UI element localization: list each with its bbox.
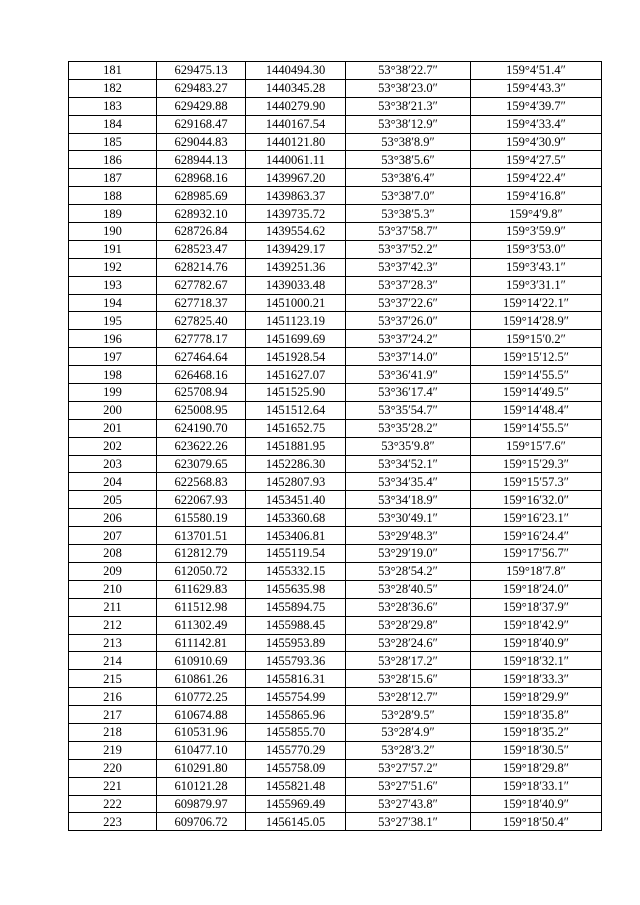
point-number-cell: 216: [69, 688, 157, 706]
table-row: [69, 258, 602, 276]
latitude-cell: 53°28′17.2″: [346, 652, 471, 670]
longitude-cell: 159°18′29.9″: [471, 688, 602, 706]
x-coordinate-cell: 628523.47: [157, 240, 246, 258]
latitude-cell: 53°38′8.9″: [346, 133, 471, 151]
latitude-cell: 53°37′58.7″: [346, 223, 471, 241]
x-coordinate-cell: 611512.98: [157, 598, 246, 616]
table-row: [69, 455, 602, 473]
latitude-cell: 53°38′6.4″: [346, 169, 471, 187]
latitude-cell: 53°27′38.1″: [346, 813, 471, 831]
point-number-cell: 196: [69, 330, 157, 348]
table-body: [69, 62, 602, 831]
longitude-cell: 159°14′22.1″: [471, 294, 602, 312]
point-number-cell: 212: [69, 616, 157, 634]
x-coordinate-cell: 622067.93: [157, 491, 246, 509]
y-coordinate-cell: 1451000.21: [246, 294, 346, 312]
table-row: [69, 276, 602, 294]
y-coordinate-cell: 1439429.17: [246, 240, 346, 258]
longitude-cell: 159°14′55.5″: [471, 366, 602, 384]
longitude-cell: 159°17′56.7″: [471, 545, 602, 563]
longitude-cell: 159°18′37.9″: [471, 598, 602, 616]
table-row: [69, 437, 602, 455]
point-number-cell: 215: [69, 670, 157, 688]
x-coordinate-cell: 629044.83: [157, 133, 246, 151]
latitude-cell: 53°28′54.2″: [346, 562, 471, 580]
latitude-cell: 53°38′5.3″: [346, 205, 471, 223]
x-coordinate-cell: 613701.51: [157, 527, 246, 545]
y-coordinate-cell: 1453406.81: [246, 527, 346, 545]
table-row: [69, 634, 602, 652]
point-number-cell: 211: [69, 598, 157, 616]
longitude-cell: 159°18′24.0″: [471, 580, 602, 598]
table-row: [69, 580, 602, 598]
point-number-cell: 190: [69, 223, 157, 241]
longitude-cell: 159°18′32.1″: [471, 652, 602, 670]
y-coordinate-cell: 1439251.36: [246, 258, 346, 276]
x-coordinate-cell: 611142.81: [157, 634, 246, 652]
y-coordinate-cell: 1455894.75: [246, 598, 346, 616]
y-coordinate-cell: 1452807.93: [246, 473, 346, 491]
table-row: [69, 115, 602, 133]
y-coordinate-cell: 1439554.62: [246, 223, 346, 241]
table-row: [69, 151, 602, 169]
x-coordinate-cell: 627825.40: [157, 312, 246, 330]
x-coordinate-cell: 628932.10: [157, 205, 246, 223]
point-number-cell: 223: [69, 813, 157, 831]
longitude-cell: 159°18′50.4″: [471, 813, 602, 831]
y-coordinate-cell: 1455758.09: [246, 759, 346, 777]
table-row: [69, 205, 602, 223]
latitude-cell: 53°35′54.7″: [346, 401, 471, 419]
latitude-cell: 53°37′52.2″: [346, 240, 471, 258]
point-number-cell: 213: [69, 634, 157, 652]
y-coordinate-cell: 1451881.95: [246, 437, 346, 455]
table-row: [69, 652, 602, 670]
longitude-cell: 159°18′33.3″: [471, 670, 602, 688]
table-row: [69, 491, 602, 509]
point-number-cell: 214: [69, 652, 157, 670]
x-coordinate-cell: 628214.76: [157, 258, 246, 276]
y-coordinate-cell: 1455119.54: [246, 545, 346, 563]
point-number-cell: 181: [69, 62, 157, 80]
point-number-cell: 186: [69, 151, 157, 169]
x-coordinate-cell: 615580.19: [157, 509, 246, 527]
y-coordinate-cell: 1455953.89: [246, 634, 346, 652]
point-number-cell: 201: [69, 419, 157, 437]
y-coordinate-cell: 1451699.69: [246, 330, 346, 348]
longitude-cell: 159°14′48.4″: [471, 401, 602, 419]
y-coordinate-cell: 1455821.48: [246, 777, 346, 795]
latitude-cell: 53°28′12.7″: [346, 688, 471, 706]
x-coordinate-cell: 629429.88: [157, 97, 246, 115]
y-coordinate-cell: 1455770.29: [246, 741, 346, 759]
longitude-cell: 159°3′59.9″: [471, 223, 602, 241]
longitude-cell: 159°15′7.6″: [471, 437, 602, 455]
longitude-cell: 159°4′33.4″: [471, 115, 602, 133]
y-coordinate-cell: 1451652.75: [246, 419, 346, 437]
y-coordinate-cell: 1455988.45: [246, 616, 346, 634]
longitude-cell: 159°16′24.4″: [471, 527, 602, 545]
point-number-cell: 191: [69, 240, 157, 258]
latitude-cell: 53°28′24.6″: [346, 634, 471, 652]
y-coordinate-cell: 1439735.72: [246, 205, 346, 223]
y-coordinate-cell: 1455969.49: [246, 795, 346, 813]
latitude-cell: 53°28′36.6″: [346, 598, 471, 616]
table-row: [69, 706, 602, 724]
longitude-cell: 159°18′35.2″: [471, 723, 602, 741]
x-coordinate-cell: 629168.47: [157, 115, 246, 133]
latitude-cell: 53°28′40.5″: [346, 580, 471, 598]
table-row: [69, 366, 602, 384]
table-row: [69, 545, 602, 563]
latitude-cell: 53°36′17.4″: [346, 384, 471, 402]
point-number-cell: 206: [69, 509, 157, 527]
longitude-cell: 159°16′32.0″: [471, 491, 602, 509]
longitude-cell: 159°4′39.7″: [471, 97, 602, 115]
x-coordinate-cell: 628985.69: [157, 187, 246, 205]
y-coordinate-cell: 1456145.05: [246, 813, 346, 831]
point-number-cell: 219: [69, 741, 157, 759]
y-coordinate-cell: 1439863.37: [246, 187, 346, 205]
latitude-cell: 53°30′49.1″: [346, 509, 471, 527]
x-coordinate-cell: 610910.69: [157, 652, 246, 670]
point-number-cell: 209: [69, 562, 157, 580]
point-number-cell: 207: [69, 527, 157, 545]
latitude-cell: 53°38′22.7″: [346, 62, 471, 80]
table-row: [69, 723, 602, 741]
table-row: [69, 598, 602, 616]
y-coordinate-cell: 1455754.99: [246, 688, 346, 706]
point-number-cell: 188: [69, 187, 157, 205]
point-number-cell: 183: [69, 97, 157, 115]
latitude-cell: 53°38′5.6″: [346, 151, 471, 169]
coordinates-page: [68, 61, 602, 831]
point-number-cell: 200: [69, 401, 157, 419]
latitude-cell: 53°38′7.0″: [346, 187, 471, 205]
latitude-cell: 53°27′43.8″: [346, 795, 471, 813]
longitude-cell: 159°15′29.3″: [471, 455, 602, 473]
x-coordinate-cell: 610121.28: [157, 777, 246, 795]
latitude-cell: 53°28′9.5″: [346, 706, 471, 724]
longitude-cell: 159°4′22.4″: [471, 169, 602, 187]
table-row: [69, 133, 602, 151]
point-number-cell: 184: [69, 115, 157, 133]
y-coordinate-cell: 1455635.98: [246, 580, 346, 598]
latitude-cell: 53°38′23.0″: [346, 79, 471, 97]
x-coordinate-cell: 610531.96: [157, 723, 246, 741]
table-row: [69, 62, 602, 80]
y-coordinate-cell: 1455855.70: [246, 723, 346, 741]
x-coordinate-cell: 609879.97: [157, 795, 246, 813]
x-coordinate-cell: 627778.17: [157, 330, 246, 348]
table-row: [69, 348, 602, 366]
table-row: [69, 384, 602, 402]
y-coordinate-cell: 1453451.40: [246, 491, 346, 509]
x-coordinate-cell: 610291.80: [157, 759, 246, 777]
y-coordinate-cell: 1451123.19: [246, 312, 346, 330]
x-coordinate-cell: 610861.26: [157, 670, 246, 688]
point-number-cell: 218: [69, 723, 157, 741]
point-number-cell: 195: [69, 312, 157, 330]
latitude-cell: 53°28′29.8″: [346, 616, 471, 634]
x-coordinate-cell: 610477.10: [157, 741, 246, 759]
x-coordinate-cell: 610674.88: [157, 706, 246, 724]
y-coordinate-cell: 1451627.07: [246, 366, 346, 384]
longitude-cell: 159°14′49.5″: [471, 384, 602, 402]
y-coordinate-cell: 1440279.90: [246, 97, 346, 115]
longitude-cell: 159°4′43.3″: [471, 79, 602, 97]
y-coordinate-cell: 1455816.31: [246, 670, 346, 688]
table-row: [69, 777, 602, 795]
point-number-cell: 185: [69, 133, 157, 151]
longitude-cell: 159°4′16.8″: [471, 187, 602, 205]
x-coordinate-cell: 629483.27: [157, 79, 246, 97]
longitude-cell: 159°18′40.9″: [471, 634, 602, 652]
point-number-cell: 189: [69, 205, 157, 223]
longitude-cell: 159°18′35.8″: [471, 706, 602, 724]
table-row: [69, 473, 602, 491]
latitude-cell: 53°29′19.0″: [346, 545, 471, 563]
x-coordinate-cell: 609706.72: [157, 813, 246, 831]
table-row: [69, 688, 602, 706]
longitude-cell: 159°4′27.5″: [471, 151, 602, 169]
table-row: [69, 616, 602, 634]
latitude-cell: 53°37′24.2″: [346, 330, 471, 348]
point-number-cell: 202: [69, 437, 157, 455]
table-row: [69, 562, 602, 580]
y-coordinate-cell: 1439967.20: [246, 169, 346, 187]
x-coordinate-cell: 628726.84: [157, 223, 246, 241]
longitude-cell: 159°15′57.3″: [471, 473, 602, 491]
table-row: [69, 169, 602, 187]
point-number-cell: 182: [69, 79, 157, 97]
point-number-cell: 217: [69, 706, 157, 724]
longitude-cell: 159°3′53.0″: [471, 240, 602, 258]
coordinates-table: [68, 61, 602, 831]
longitude-cell: 159°15′0.2″: [471, 330, 602, 348]
longitude-cell: 159°18′33.1″: [471, 777, 602, 795]
y-coordinate-cell: 1455793.36: [246, 652, 346, 670]
y-coordinate-cell: 1439033.48: [246, 276, 346, 294]
x-coordinate-cell: 629475.13: [157, 62, 246, 80]
y-coordinate-cell: 1440121.80: [246, 133, 346, 151]
longitude-cell: 159°18′7.8″: [471, 562, 602, 580]
x-coordinate-cell: 612050.72: [157, 562, 246, 580]
latitude-cell: 53°28′15.6″: [346, 670, 471, 688]
longitude-cell: 159°3′43.1″: [471, 258, 602, 276]
longitude-cell: 159°3′31.1″: [471, 276, 602, 294]
latitude-cell: 53°35′9.8″: [346, 437, 471, 455]
table-row: [69, 312, 602, 330]
latitude-cell: 53°28′4.9″: [346, 723, 471, 741]
table-row: [69, 294, 602, 312]
x-coordinate-cell: 623079.65: [157, 455, 246, 473]
y-coordinate-cell: 1440061.11: [246, 151, 346, 169]
longitude-cell: 159°4′9.8″: [471, 205, 602, 223]
x-coordinate-cell: 623622.26: [157, 437, 246, 455]
point-number-cell: 199: [69, 384, 157, 402]
point-number-cell: 205: [69, 491, 157, 509]
x-coordinate-cell: 612812.79: [157, 545, 246, 563]
longitude-cell: 159°18′42.9″: [471, 616, 602, 634]
table-row: [69, 330, 602, 348]
point-number-cell: 194: [69, 294, 157, 312]
table-row: [69, 741, 602, 759]
latitude-cell: 53°34′52.1″: [346, 455, 471, 473]
point-number-cell: 221: [69, 777, 157, 795]
latitude-cell: 53°37′28.3″: [346, 276, 471, 294]
latitude-cell: 53°29′48.3″: [346, 527, 471, 545]
longitude-cell: 159°18′40.9″: [471, 795, 602, 813]
y-coordinate-cell: 1452286.30: [246, 455, 346, 473]
point-number-cell: 208: [69, 545, 157, 563]
point-number-cell: 210: [69, 580, 157, 598]
point-number-cell: 204: [69, 473, 157, 491]
point-number-cell: 187: [69, 169, 157, 187]
y-coordinate-cell: 1455332.15: [246, 562, 346, 580]
x-coordinate-cell: 622568.83: [157, 473, 246, 491]
latitude-cell: 53°36′41.9″: [346, 366, 471, 384]
table-row: [69, 759, 602, 777]
table-row: [69, 223, 602, 241]
longitude-cell: 159°4′30.9″: [471, 133, 602, 151]
latitude-cell: 53°38′12.9″: [346, 115, 471, 133]
latitude-cell: 53°34′35.4″: [346, 473, 471, 491]
table-row: [69, 813, 602, 831]
table-row: [69, 97, 602, 115]
x-coordinate-cell: 628944.13: [157, 151, 246, 169]
latitude-cell: 53°28′3.2″: [346, 741, 471, 759]
longitude-cell: 159°15′12.5″: [471, 348, 602, 366]
x-coordinate-cell: 611302.49: [157, 616, 246, 634]
longitude-cell: 159°4′51.4″: [471, 62, 602, 80]
x-coordinate-cell: 625008.95: [157, 401, 246, 419]
x-coordinate-cell: 610772.25: [157, 688, 246, 706]
y-coordinate-cell: 1455865.96: [246, 706, 346, 724]
point-number-cell: 222: [69, 795, 157, 813]
x-coordinate-cell: 627464.64: [157, 348, 246, 366]
x-coordinate-cell: 627718.37: [157, 294, 246, 312]
latitude-cell: 53°27′51.6″: [346, 777, 471, 795]
latitude-cell: 53°37′42.3″: [346, 258, 471, 276]
latitude-cell: 53°37′26.0″: [346, 312, 471, 330]
y-coordinate-cell: 1451512.64: [246, 401, 346, 419]
x-coordinate-cell: 624190.70: [157, 419, 246, 437]
point-number-cell: 192: [69, 258, 157, 276]
longitude-cell: 159°14′55.5″: [471, 419, 602, 437]
point-number-cell: 193: [69, 276, 157, 294]
table-row: [69, 795, 602, 813]
point-number-cell: 197: [69, 348, 157, 366]
point-number-cell: 198: [69, 366, 157, 384]
x-coordinate-cell: 611629.83: [157, 580, 246, 598]
latitude-cell: 53°27′57.2″: [346, 759, 471, 777]
x-coordinate-cell: 625708.94: [157, 384, 246, 402]
table-row: [69, 509, 602, 527]
y-coordinate-cell: 1440167.54: [246, 115, 346, 133]
longitude-cell: 159°18′29.8″: [471, 759, 602, 777]
table-row: [69, 79, 602, 97]
y-coordinate-cell: 1440494.30: [246, 62, 346, 80]
latitude-cell: 53°38′21.3″: [346, 97, 471, 115]
table-row: [69, 419, 602, 437]
point-number-cell: 203: [69, 455, 157, 473]
latitude-cell: 53°37′22.6″: [346, 294, 471, 312]
table-row: [69, 670, 602, 688]
longitude-cell: 159°16′23.1″: [471, 509, 602, 527]
table-row: [69, 401, 602, 419]
point-number-cell: 220: [69, 759, 157, 777]
y-coordinate-cell: 1440345.28: [246, 79, 346, 97]
x-coordinate-cell: 628968.16: [157, 169, 246, 187]
table-row: [69, 527, 602, 545]
y-coordinate-cell: 1453360.68: [246, 509, 346, 527]
x-coordinate-cell: 626468.16: [157, 366, 246, 384]
longitude-cell: 159°14′28.9″: [471, 312, 602, 330]
table-row: [69, 187, 602, 205]
latitude-cell: 53°34′18.9″: [346, 491, 471, 509]
longitude-cell: 159°18′30.5″: [471, 741, 602, 759]
x-coordinate-cell: 627782.67: [157, 276, 246, 294]
table-row: [69, 240, 602, 258]
latitude-cell: 53°37′14.0″: [346, 348, 471, 366]
y-coordinate-cell: 1451928.54: [246, 348, 346, 366]
y-coordinate-cell: 1451525.90: [246, 384, 346, 402]
latitude-cell: 53°35′28.2″: [346, 419, 471, 437]
